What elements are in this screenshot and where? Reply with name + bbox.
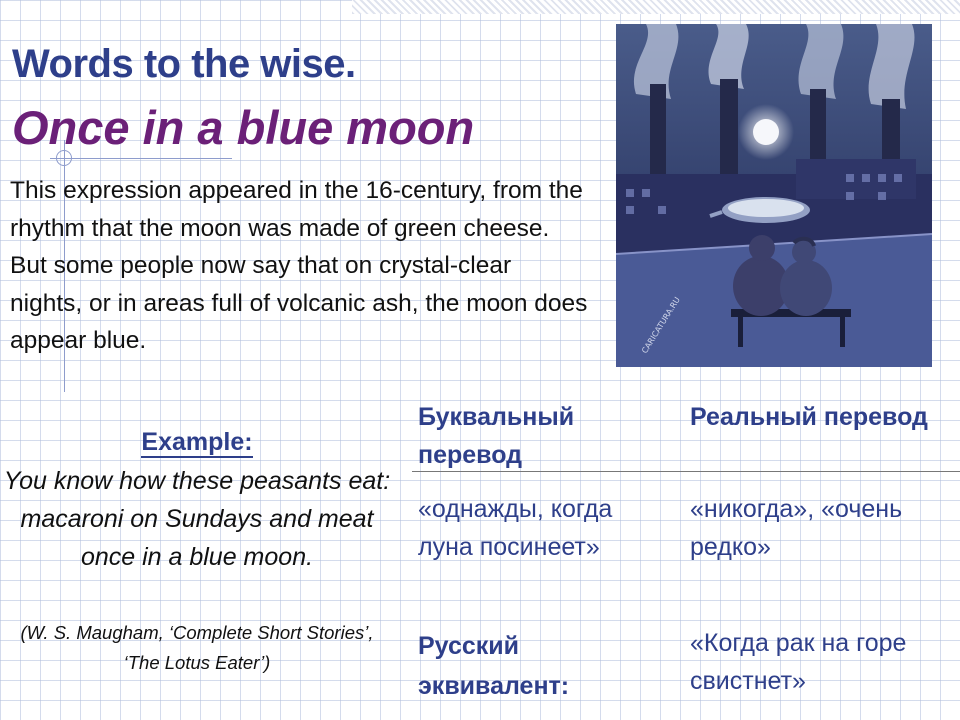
top-decorative-strip xyxy=(352,0,960,14)
russian-equivalent-value: «Когда рак на горе свистнет» xyxy=(690,629,907,695)
example-label xyxy=(0,428,394,457)
slide-title: Words to the wise. xyxy=(12,42,356,86)
table-header-divider xyxy=(412,471,960,472)
literal-translation-header: Буквальный перевод xyxy=(418,403,575,469)
illustration-signature: CARICATURA.RU xyxy=(640,295,682,356)
idiom-heading: Once in a blue moon xyxy=(12,101,475,154)
example-label-text: Example: xyxy=(141,428,253,456)
real-translation-value: «никогда», «очень редко» xyxy=(690,495,903,561)
idiom-description: This expression appeared in the 16-century, from the rhythm that the moon was made of green cheese. But some people now say that on crystal-clear nights, or in areas full of volcanic ash, the moon does appear blue. xyxy=(10,177,588,354)
notebook-underline xyxy=(50,158,232,159)
example-citation: (W. S. Maugham, ‘Complete Short Stories’, ‘The Lotus Eater’) xyxy=(20,622,374,673)
blue-moon-illustration xyxy=(616,24,932,367)
real-translation-header: Реальный перевод xyxy=(690,403,928,431)
example-quote: You know how these peasants eat: macaroni on Sundays and meat once in a blue moon. xyxy=(3,467,391,571)
russian-equivalent-header: Русский эквивалент: xyxy=(418,632,570,700)
literal-translation-value: «однажды, когда луна посинеет» xyxy=(418,495,613,561)
